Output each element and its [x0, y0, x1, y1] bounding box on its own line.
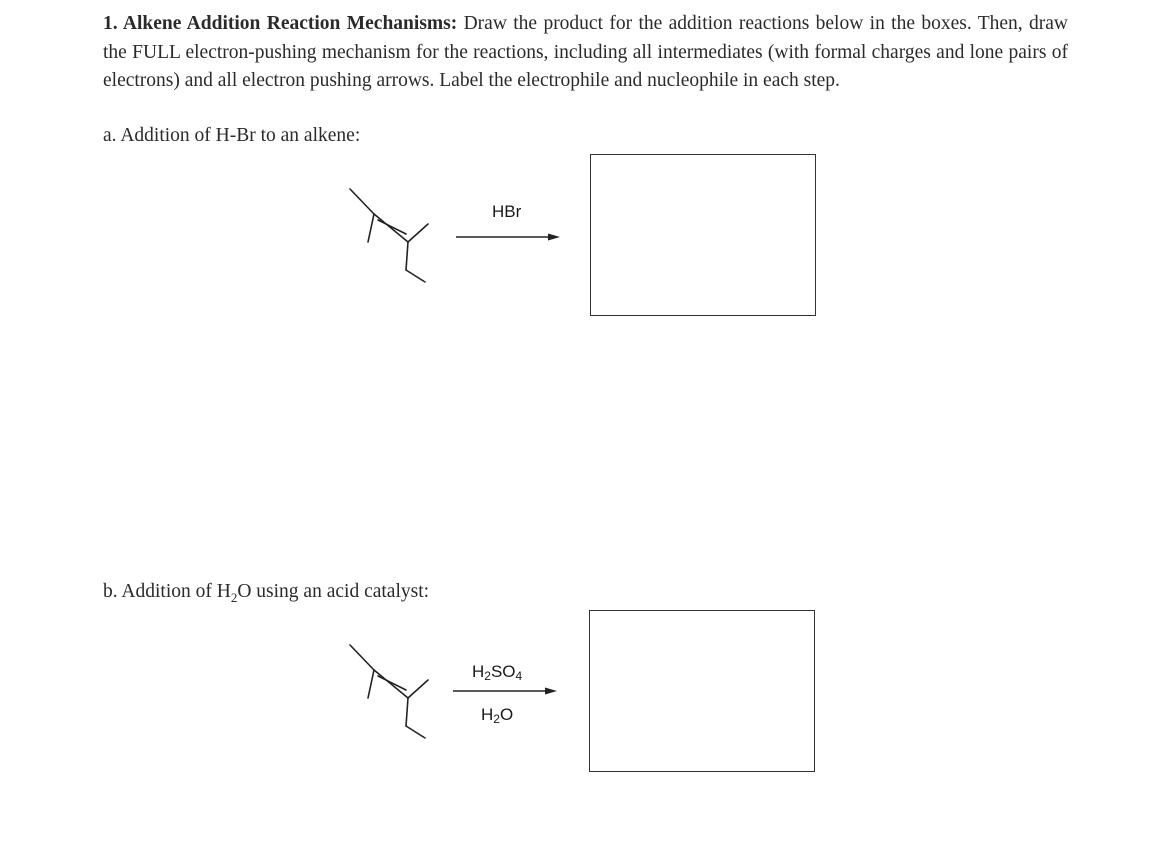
part-b-reaction-arrow	[452, 684, 562, 698]
question-body: Draw the product for the addition reactions below in the boxes. Then, draw the FULL electron-pushing mechanism for the reactions, including all intermediates (with formal charges and lone pairs of electrons) and all electron pushing arrows. Label the electrophile and nucleophile in each step.	[103, 13, 1068, 91]
question-prompt	[103, 10, 1068, 96]
water-sub-2: 2	[493, 712, 500, 726]
part-b-answer-box[interactable]	[589, 610, 815, 772]
acid-h: H	[472, 662, 485, 681]
part-b-label-prefix: b. Addition of H	[103, 581, 231, 602]
acid-sub-2: 2	[484, 669, 491, 683]
water-h: H	[481, 705, 494, 724]
part-b-label	[103, 579, 429, 611]
water-o: O	[499, 705, 514, 724]
part-a-alkene-structure	[340, 180, 440, 280]
part-b-label-subscript: 2	[230, 589, 238, 605]
part-b-label-suffix: O using an acid catalyst:	[237, 581, 430, 602]
part-a-label: a. Addition of H-Br to an alkene:	[103, 125, 361, 146]
acid-so: SO	[490, 662, 516, 681]
question-heading: 1. Alkene Addition Reaction Mechanisms:	[103, 13, 458, 34]
acid-sub-4: 4	[515, 669, 523, 683]
part-b-reagent-water	[481, 705, 513, 725]
part-a-reagent: HBr	[492, 202, 522, 221]
part-a-answer-box[interactable]	[590, 154, 816, 316]
part-b-reagent-acid	[472, 662, 522, 682]
part-a-reaction-arrow	[455, 230, 565, 244]
part-b-alkene-structure	[340, 636, 440, 736]
